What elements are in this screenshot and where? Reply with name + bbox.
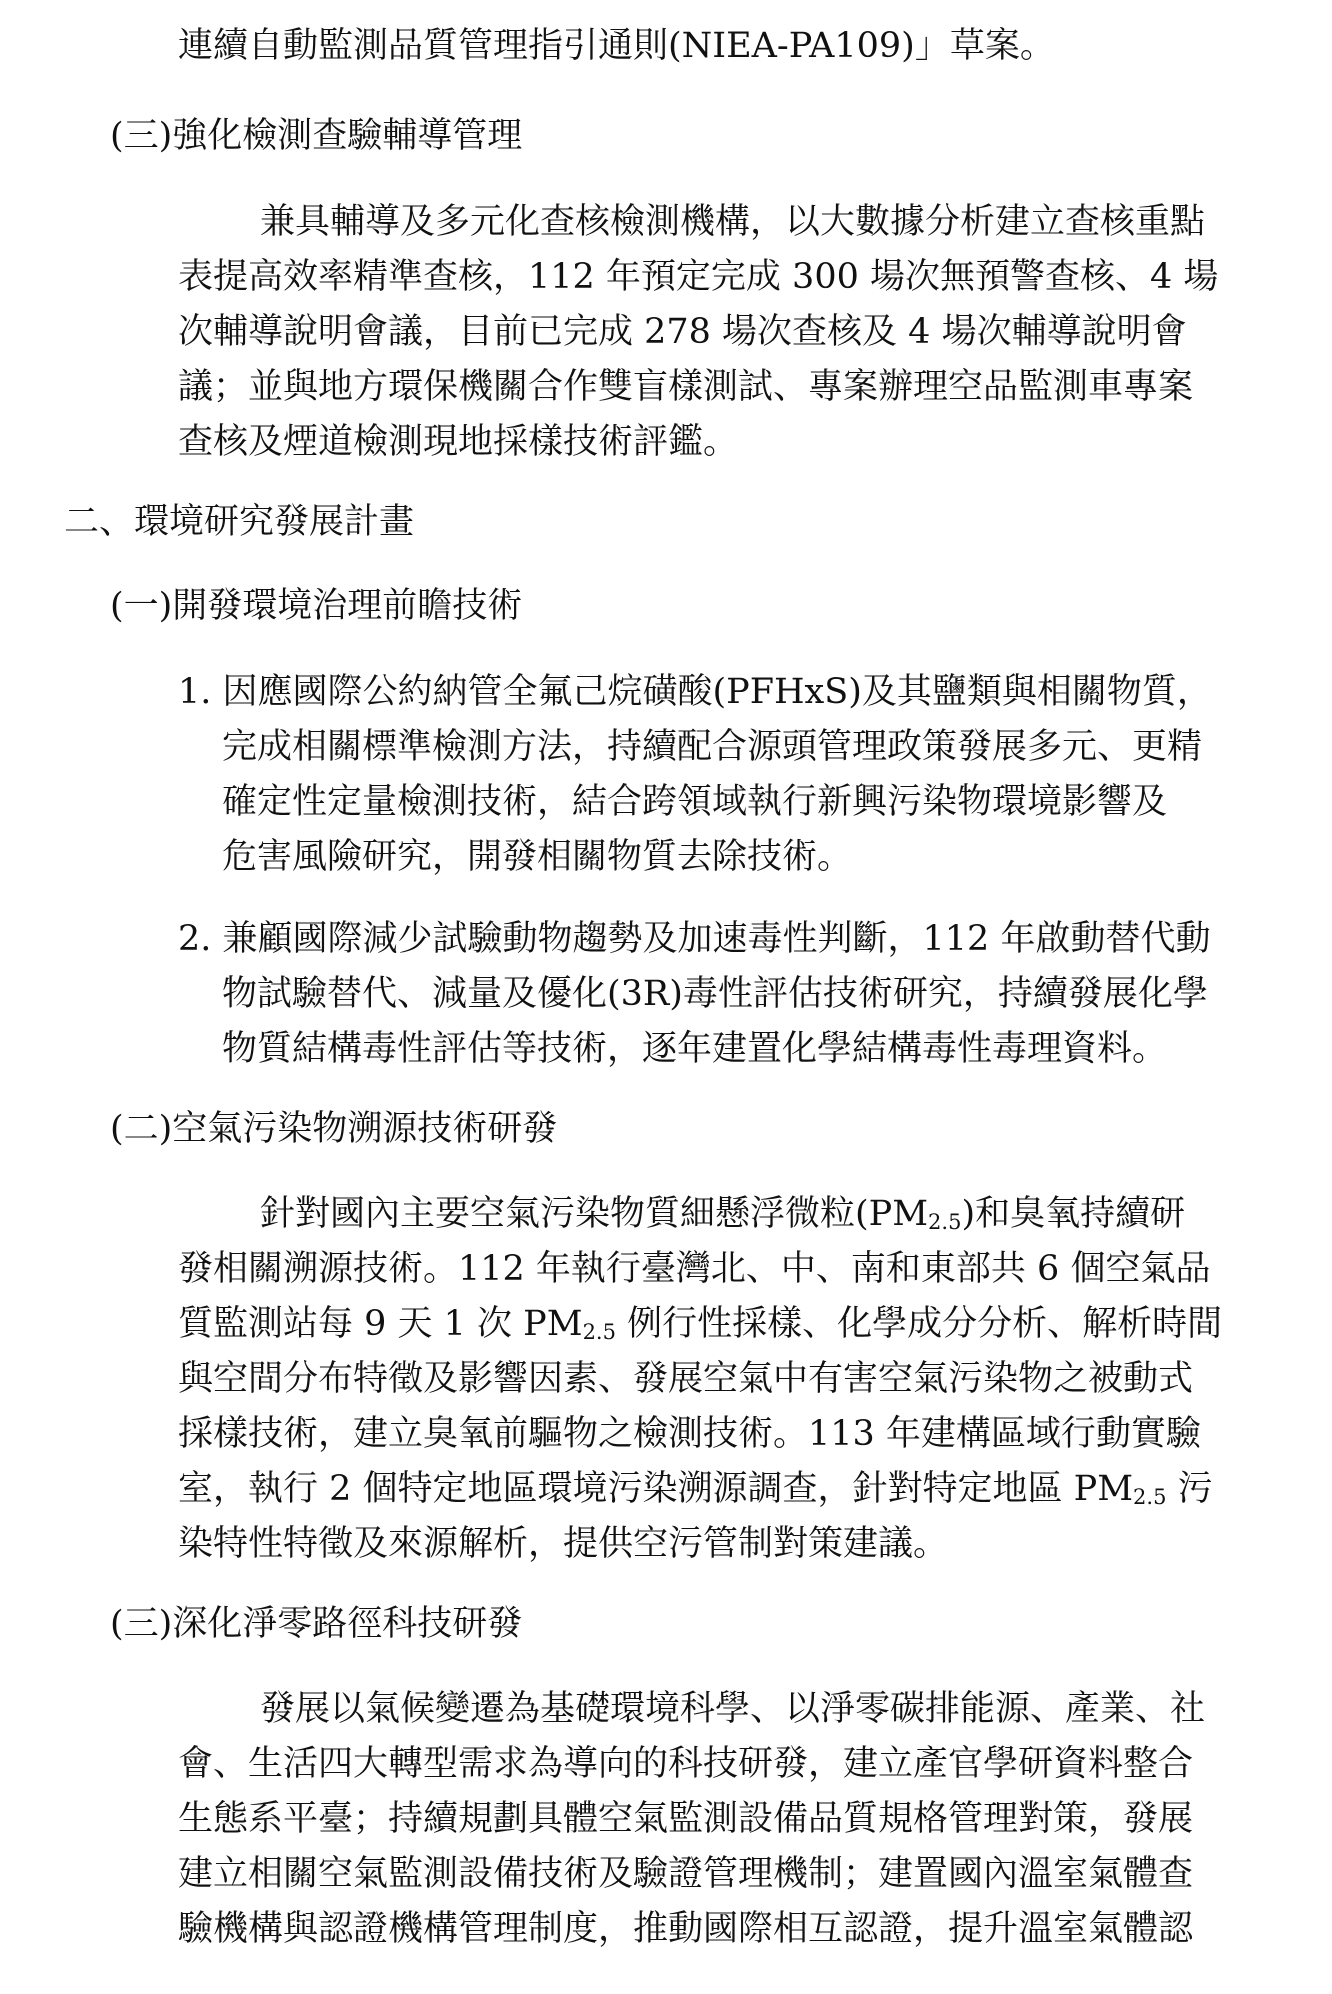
list-item-line: 確定性定量檢測技術，結合跨領域執行新興污染物環境影響及 <box>222 782 1168 822</box>
section-heading: (三)深化淨零路徑科技研發 <box>110 1604 523 1644</box>
paragraph-line: 會、生活四大轉型需求為導向的科技研發，建立產官學研資料整合 <box>178 1744 1194 1784</box>
paragraph-line: 染特性特徵及來源解析，提供空污管制對策建議。 <box>178 1524 949 1564</box>
text-run: 室，執行 2 個特定地區環境污染溯源調查，針對特定地區 PM <box>178 1469 1134 1509</box>
text-run: 例行性採樣、化學成分分析、解析時間 <box>615 1304 1223 1344</box>
list-item-line: 2. 兼顧國際減少試驗動物趨勢及加速毒性判斷，112 年啟動替代動 <box>178 919 1211 959</box>
text-run: 針對國內主要空氣污染物質細懸浮微粒(PM <box>260 1194 929 1234</box>
list-item-line: 物質結構毒性評估等技術，逐年建置化學結構毒性毒理資料。 <box>222 1029 1168 1069</box>
subscript: 2.5 <box>582 1320 616 1345</box>
section-heading: (三)強化檢測查驗輔導管理 <box>110 116 523 156</box>
paragraph-line: 發展以氣候變遷為基礎環境科學、以淨零碳排能源、產業、社 <box>260 1689 1206 1729</box>
paragraph-line: 建立相關空氣監測設備技術及驗證管理機制；建置國內溫室氣體查 <box>178 1854 1194 1894</box>
paragraph-line: 發相關溯源技術。112 年執行臺灣北、中、南和東部共 6 個空氣品 <box>178 1249 1211 1289</box>
paragraph-line <box>178 1465 1213 1513</box>
paragraph-line: 與空間分布特徵及影響因素、發展空氣中有害空氣污染物之被動式 <box>178 1359 1194 1399</box>
section-heading: (一)開發環境治理前瞻技術 <box>110 586 523 626</box>
text-run: 質監測站每 9 天 1 次 PM <box>178 1304 583 1344</box>
paragraph-line: 議；並與地方環保機關合作雙盲樣測試、專案辦理空品監測車專案 <box>178 367 1194 407</box>
text-run: )和臭氧持續研 <box>961 1194 1186 1234</box>
subscript: 2.5 <box>1133 1485 1167 1510</box>
list-item-line: 完成相關標準檢測方法，持續配合源頭管理政策發展多元、更精 <box>222 727 1203 767</box>
paragraph-line: 採樣技術，建立臭氧前驅物之檢測技術。113 年建構區域行動實驗 <box>178 1414 1201 1454</box>
list-item-line: 危害風險研究，開發相關物質去除技術。 <box>222 837 853 877</box>
text-run: 污 <box>1166 1469 1213 1509</box>
section-heading: (二)空氣污染物溯源技術研發 <box>110 1109 558 1149</box>
paragraph-line: 表提高效率精準查核，112 年預定完成 300 場次無預警查核、4 場 <box>178 257 1219 297</box>
list-item-line: 1. 因應國際公約納管全氟己烷磺酸(PFHxS)及其鹽類與相關物質， <box>178 672 1212 712</box>
paragraph-line: 生態系平臺；持續規劃具體空氣監測設備品質規格管理對策，發展 <box>178 1799 1194 1839</box>
paragraph-line: 驗機構與認證機構管理制度，推動國際相互認證，提升溫室氣體認 <box>178 1909 1194 1949</box>
paragraph-line: 次輔導說明會議，目前已完成 278 場次查核及 4 場次輔導說明會 <box>178 312 1187 352</box>
list-item-line: 物試驗替代、減量及優化(3R)毒性評估技術研究，持續發展化學 <box>222 974 1208 1014</box>
part-heading: 二、環境研究發展計畫 <box>64 502 415 542</box>
paragraph-line <box>260 1190 1185 1238</box>
paragraph-line: 查核及煙道檢測現地採樣技術評鑑。 <box>178 422 739 462</box>
subscript: 2.5 <box>928 1210 962 1235</box>
text-line: 連續自動監測品質管理指引通則(NIEA-PA109)」草案。 <box>178 26 1055 66</box>
paragraph-line: 兼具輔導及多元化查核檢測機構，以大數據分析建立查核重點 <box>260 202 1206 242</box>
paragraph-line <box>178 1300 1222 1348</box>
